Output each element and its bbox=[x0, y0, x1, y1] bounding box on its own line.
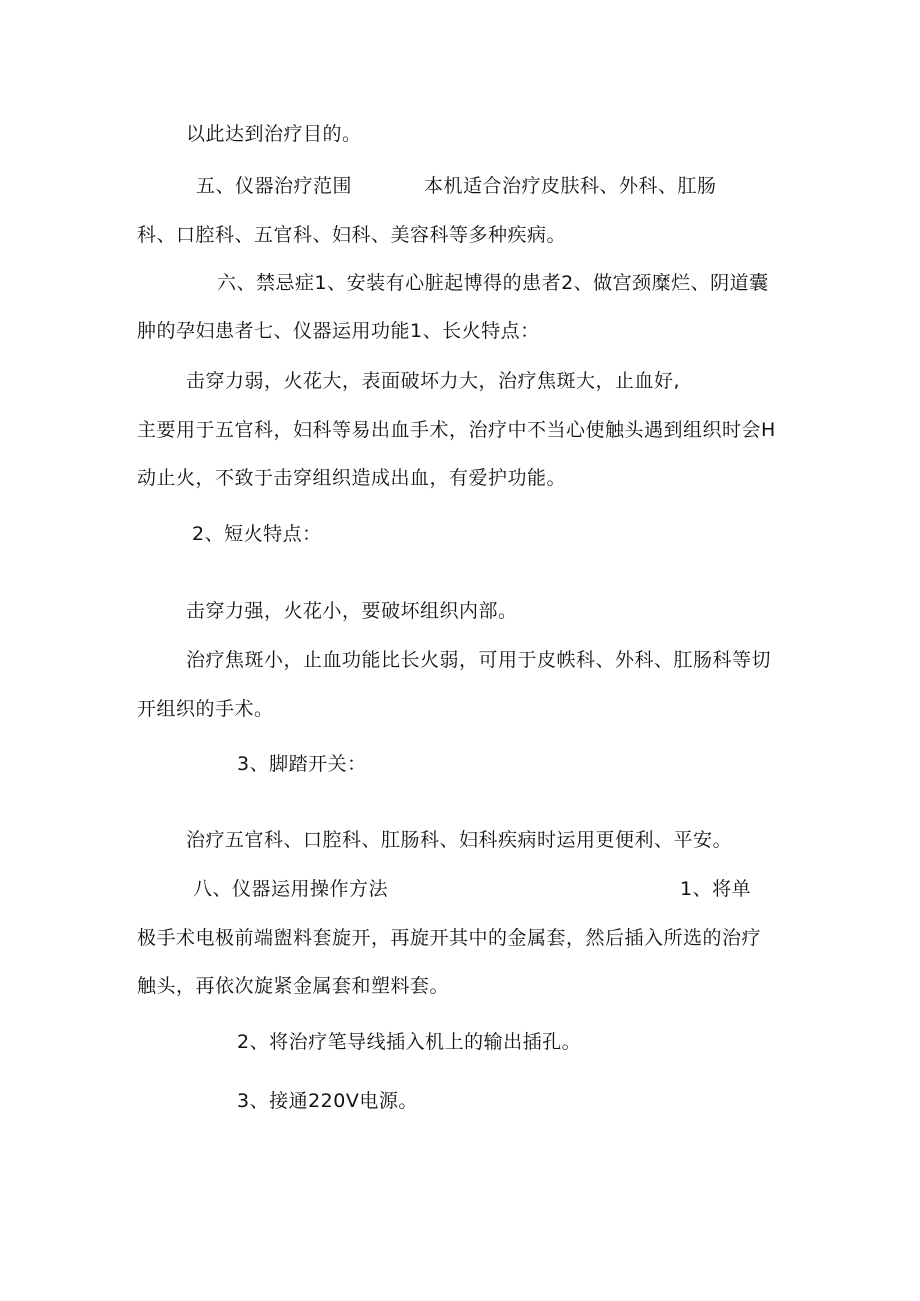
text-line: 开组织的手术。 bbox=[137, 698, 274, 720]
text-line: 击穿力强，火花小，要破坏组织内部。 bbox=[186, 600, 518, 622]
section-heading-five: 五、仪器治疗范围 bbox=[196, 175, 353, 197]
subheading-short-fire: 2、短火特点： bbox=[192, 523, 322, 545]
text-line: 触头，再依次旋紧金属套和塑料套。 bbox=[137, 975, 450, 997]
section-heading-six: 六、禁忌症1、安装有心脏起博得的患者2、做宫颈糜烂、阴道囊 bbox=[217, 272, 769, 294]
text-line: 动止火，不致于击穿组织造成出血，有爱护功能。 bbox=[137, 467, 567, 489]
step-two: 2、将治疗笔导线插入机上的输出插孔。 bbox=[237, 1031, 582, 1053]
text-line: 击穿力弱，火花大，表面破坏力大，治疗焦斑大，止血好, bbox=[186, 370, 681, 392]
text-line: 治疗五官科、口腔科、肛肠科、妇科疾病时运用更便利、平安。 bbox=[186, 829, 733, 851]
text-line: 极手术电极前端盥料套旋开，再旋开其中的金属套，然后插入所选的治疗 bbox=[137, 927, 762, 949]
text-line: 1、将单 bbox=[680, 878, 752, 900]
text-line: 以此达到治疗目的。 bbox=[186, 123, 362, 145]
step-three: 3、接通220V电源。 bbox=[237, 1090, 418, 1112]
text-line: 本机适合治疗皮肤科、外科、肛肠 bbox=[424, 175, 717, 197]
text-line: 科、口腔科、五官科、妇科、美容科等多种疾病。 bbox=[137, 224, 567, 246]
text-line: 肿的孕妇患者七、仪器运用功能1、长火特点： bbox=[137, 320, 540, 342]
text-line: 治疗焦斑小，止血功能比长火弱，可用于皮帙科、外科、肛肠科等切 bbox=[186, 649, 772, 671]
section-heading-eight: 八、仪器运用操作方法 bbox=[193, 878, 389, 900]
text-line: 主要用于五官科，妇科等易出血手术，治疗中不当心使触头遇到组织时会H bbox=[137, 419, 776, 441]
subheading-foot-switch: 3、脚踏开关： bbox=[237, 753, 367, 775]
